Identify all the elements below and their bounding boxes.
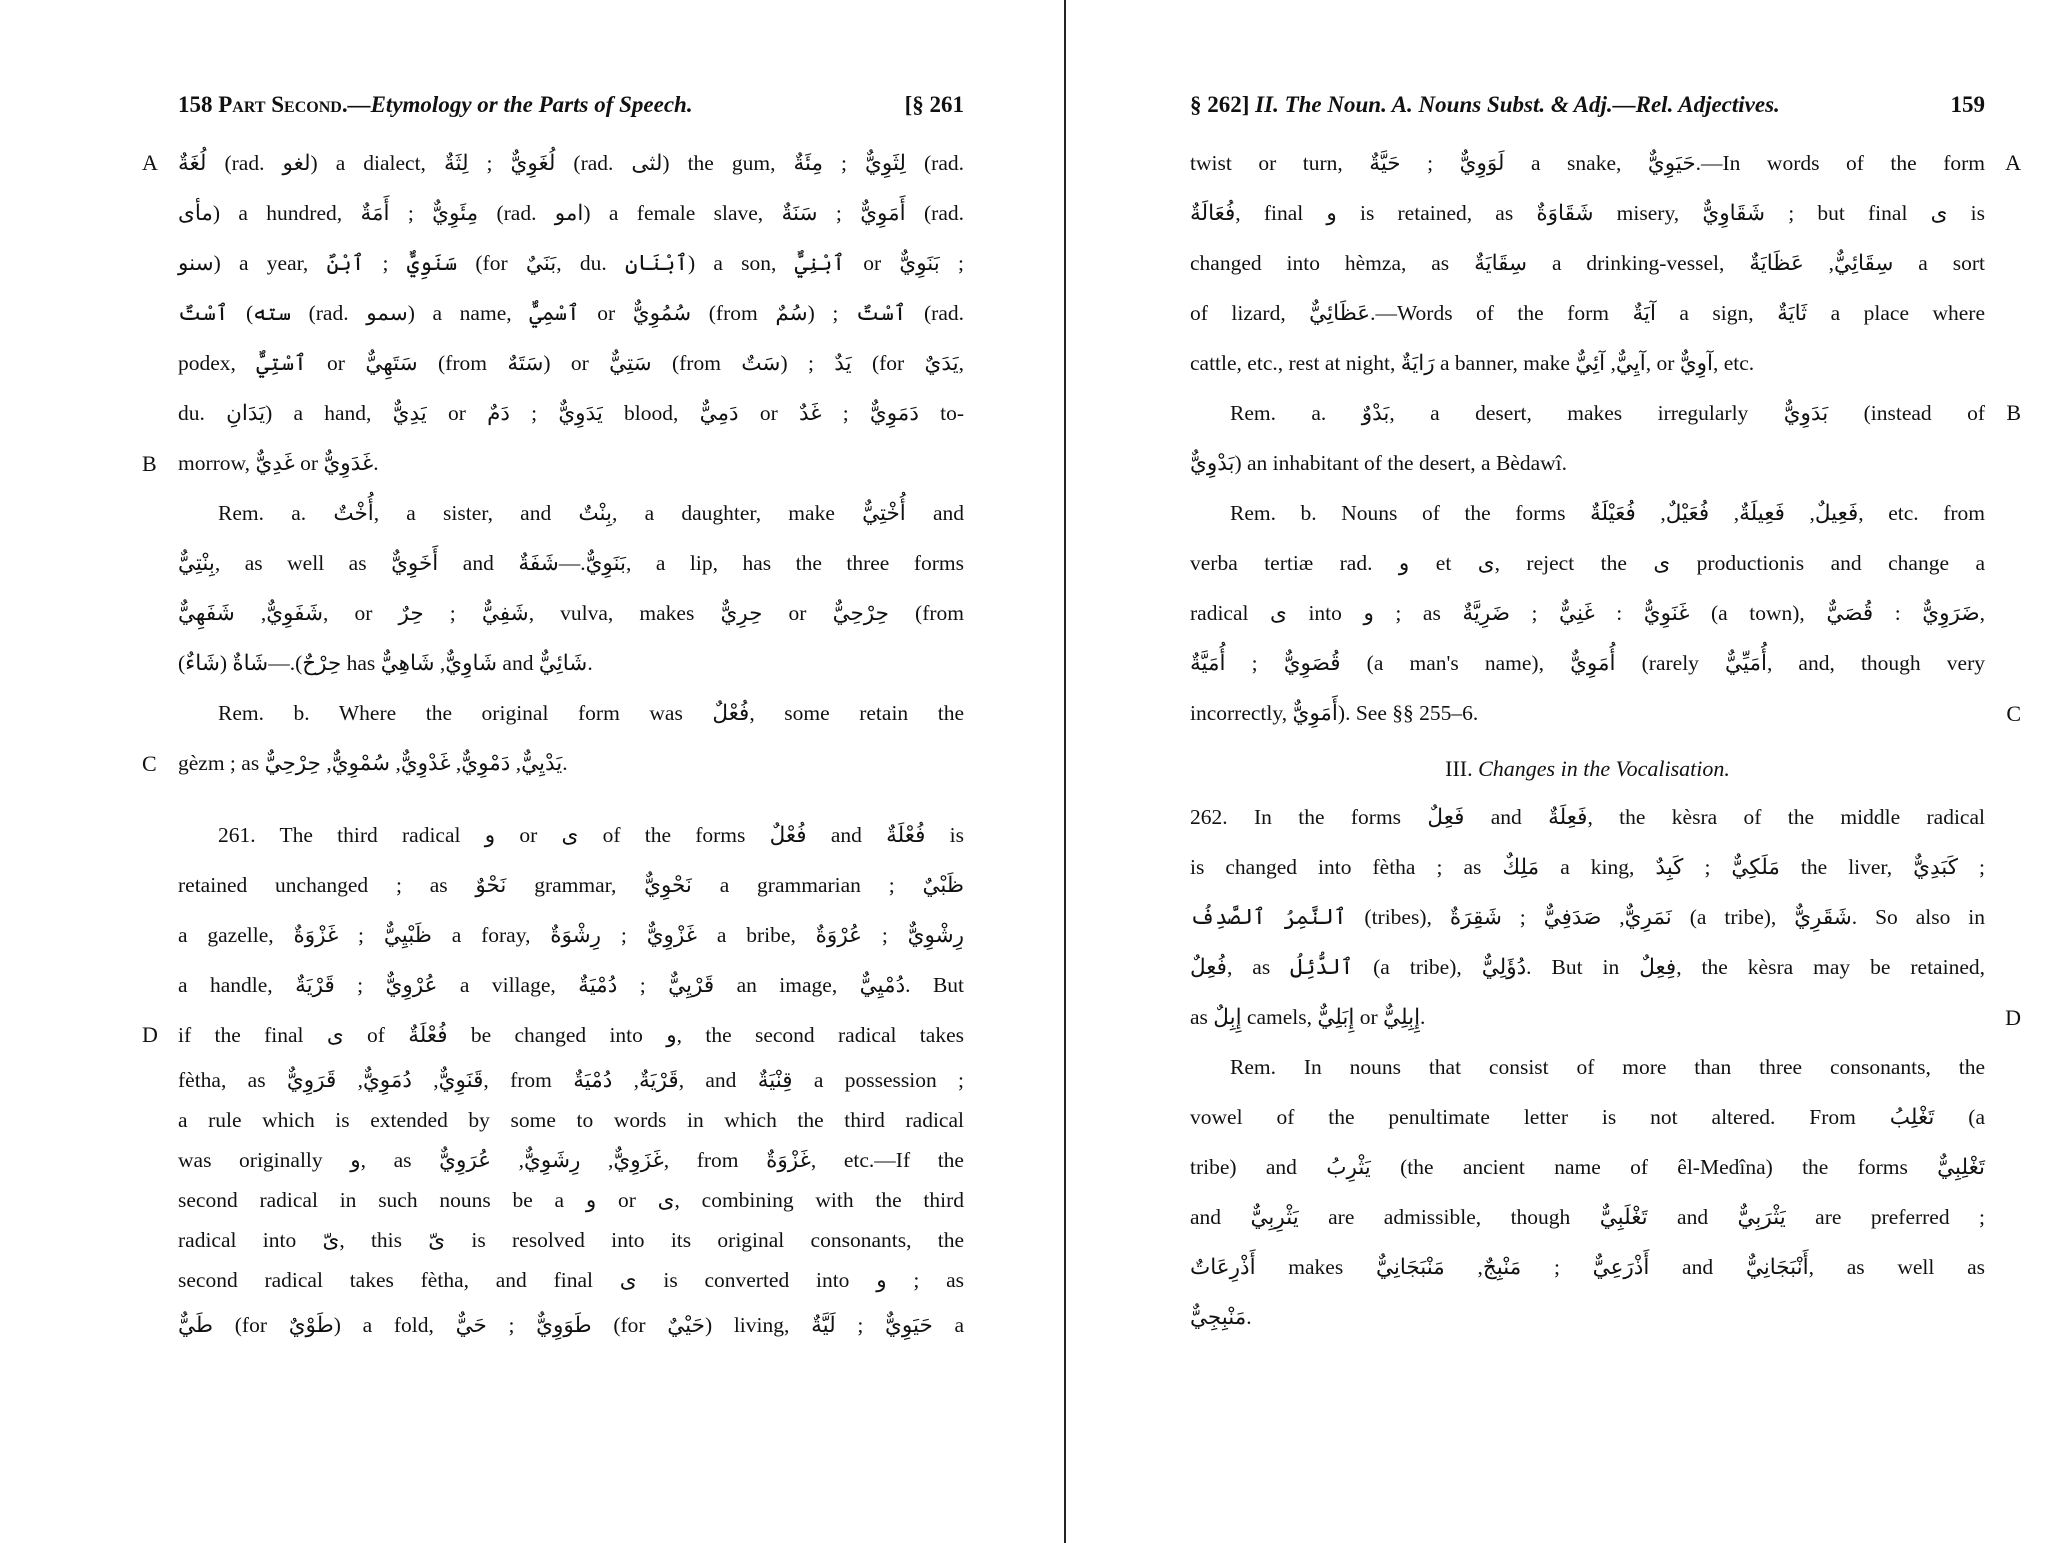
right-line [1190, 438, 1985, 488]
right-line [1190, 892, 1985, 942]
left-line [178, 1300, 964, 1350]
right-header-title: II. The Noun. A. Nouns Subst. & Adj.—Rel. Adjectives. [1255, 92, 1780, 117]
right-page-number: 159 [1950, 92, 1985, 117]
right-line [1190, 488, 1985, 538]
right-line [1190, 238, 1985, 288]
line-text: مَنْبِجِيٌّ. [1190, 1304, 1252, 1329]
line-text: Rem. a. أُخْتٌ, a sister, and بِنْتٌ, a daughter, make أُخْتِيٌّ and [218, 501, 965, 525]
line-text: second radical takes fètha, and final ى is converted into و ; as [178, 1268, 964, 1292]
line-text: حِرْحٌ).—شَاةٌ (شَاءٌ) has شَاوِيٌّ, شَاهِيٌّ and شَائِيٌّ. [178, 650, 593, 675]
line-text: بَدْوِيٌّ) an inhabitant of the desert, a Bèdawî. [1190, 450, 1568, 475]
right-header-section: § 262] [1190, 92, 1250, 117]
margin-letter-b: B [142, 450, 157, 476]
line-text: was originally و, as غَزَوِيٌّ, رِشَوِيٌّ, عُرَوِيٌّ, from غَزْوَةٌ, etc.—If the [178, 1148, 964, 1172]
line-text: طَيٌّ (for طَوْيٌ) a fold, طَوَوِيٌّ ; حَيٌّ (for حَيْيٌ) living, حَيَوِيٌّ ; لَيَّةٌ a [178, 1313, 964, 1337]
right-line [1190, 942, 1985, 992]
line-text: سنو) a year, سَنَوِيٌّ ; ٱبْنٌ (for بَنَيٌ, du. ٱبْنَانِ) a son, ٱبْنِيٌّ or بَنَوِيٌّ ; [178, 251, 964, 275]
left-line [178, 188, 964, 238]
left-line [178, 910, 964, 960]
line-text: أَذْرِعَاتٌ makes أَذْرَعِيٌّ ; مَنْبِجٌ, مَنْبَجَانِيٌّ and أَنْبَجَانِيٌّ, as well as [1190, 1255, 1985, 1279]
line-text: is changed into fètha ; as مَلِكٌ a king, مَلَكِيٌّ ; كَبِدٌ the liver, كَبَدِيٌّ ; [1190, 855, 1985, 879]
line-text: 261. The third radical و or ى of the forms فُعْلٌ and فُعْلَةٌ is [218, 823, 964, 847]
left-line [178, 588, 964, 638]
left-line [178, 1140, 964, 1180]
line-text: vowel of the penultimate letter is not altered. From تَغْلِبُ (a [1190, 1105, 1985, 1129]
line-text: if the final ى of فُعْلَةٌ be changed into و, the second radical takes [178, 1023, 964, 1047]
line-text: a handle, عُرْوِيٌّ ; قَرْيَةٌ a village, قَرْيِيٌّ ; دُمْيَةٌ an image, دُمْيِيٌّ. But [178, 973, 965, 997]
left-line [142, 1010, 964, 1060]
left-line [142, 738, 964, 788]
line-text: سته) ٱسْتٌ (rad. سمو) a name, ٱسْمِيٌّ or سُمُوِيٌّ (from سُمٌ) ; ٱسْتٌ (rad. [178, 301, 965, 325]
left-line [178, 338, 964, 388]
left-page-number: 158 [178, 92, 213, 117]
line-text: Rem. b. Where the original form was فُعْلٌ, some retain the [218, 701, 965, 725]
right-line [1190, 1092, 1985, 1142]
right-line [1190, 1292, 1985, 1342]
line-text: morrow, غَدِيٌّ or غَدَوِيٌّ. [178, 450, 379, 475]
line-text: tribe) and يَثْرِبُ (the ancient name of êl-Medîna) the forms تَغْلِبِيٌّ [1190, 1155, 1986, 1179]
margin-letter-a: A [142, 150, 158, 175]
margin-letter-d: D [2005, 1004, 2021, 1030]
right-line [1190, 992, 2021, 1042]
right-line [1190, 1242, 1985, 1292]
left-line [178, 810, 964, 860]
line-text: du. يَدَانِ) a hand, يَدِيٌّ or يَدَوِيٌّ ; دَمٌ blood, دَمِيٌّ or دَمَوِيٌّ ; غَدٌ to- [178, 401, 964, 425]
left-line [178, 960, 964, 1010]
line-text: of lizard, عَظَائِيٌّ.—Words of the form آيَةٌ a sign, ثَايَةٌ a place where [1190, 301, 1985, 325]
line-text: فُعِلٌ, as ٱلدُّئِلُ (a tribe), دُؤَلِيٌّ. But in فِعِلٌ, the kèsra may be retained, [1190, 955, 1985, 979]
margin-letter-c: C [142, 750, 157, 776]
right-line [1190, 1042, 1985, 1092]
right-line [1190, 388, 2021, 438]
left-line [178, 1060, 964, 1100]
left-line [178, 538, 964, 588]
left-line [178, 1180, 964, 1220]
line-text: incorrectly, أَمَوِيٌّ). See §§ 255–6. [1190, 700, 1479, 725]
line-text: podex, ٱسْتِيٌّ or سَتَهِيٌّ (from سَتَهٌ) or سَتِيٌّ (from سَتٌ) ; يَدٌ (for يَدَيٌ, [178, 351, 965, 375]
right-line [1190, 588, 1985, 638]
left-line [142, 138, 964, 188]
line-text: a rule which is extended by some to words in which the third radical [178, 1108, 964, 1132]
left-running-head [178, 92, 964, 118]
right-line [1190, 1192, 1985, 1242]
left-line [178, 238, 964, 288]
right-line [1190, 138, 2021, 188]
left-line [178, 488, 964, 538]
line-text: cattle, etc., rest at night, رَايَةٌ a banner, make آيِيٌّ, آئِيٌّ, or آوِيٌّ, etc. [1190, 350, 1755, 375]
margin-letter-c: C [2006, 700, 2021, 726]
right-line [1190, 688, 2021, 738]
margin-letter-b: B [2006, 400, 2021, 425]
left-line [178, 1100, 964, 1140]
right-line [1190, 288, 1985, 338]
left-page [142, 92, 965, 1350]
line-text: second radical in such nouns be a و or ى, combining with the third [178, 1188, 964, 1212]
line-text: as إِبِلٌ camels, إِبَلِيٌّ or إِبِلِيٌّ. [1190, 1004, 1426, 1029]
section-title: Changes in the Vocalisation. [1478, 756, 1730, 781]
right-line [1190, 638, 1985, 688]
line-text: gèzm ; as يَدْيِيٌّ, دَمْوِيٌّ, غَدْوِيٌّ, سُمْوِيٌّ, حِرْحِيٌّ. [178, 750, 568, 775]
line-text: retained unchanged ; as نَحْوٌ grammar, نَحْوِيٌّ a grammarian ; ظَبْيٌ [178, 873, 964, 897]
line-text: بِنْتِيٌّ, as well as أَخَوِيٌّ and بَنَوِيٌّ.—شَفَةٌ, a lip, has the three forms [178, 551, 965, 575]
line-text: verba tertiæ rad. و et ى, reject the ى productionis and change a [1190, 551, 1985, 575]
line-text: لُغَةٌ (rad. لغو) a dialect, لُغَوِيٌّ ; لِثَةٌ (rad. لثى) the gum, لِثَوِيٌّ ; مِئَةٌ (rad. [178, 151, 964, 175]
left-part-label: Part Second. [218, 92, 348, 117]
line-text: radical into ىّ, this ىّ is resolved into its original consonants, the [178, 1228, 964, 1252]
left-header-title: —Etymology or the Parts of Speech. [347, 92, 693, 117]
line-text: شَفَوِيٌّ, شَفَهِيٌّ, or شَفِيٌّ ; حِرٌ, vulva, makes حِرِيٌّ or حِرْحِيٌّ (from [178, 601, 964, 625]
section-heading [1190, 756, 1985, 782]
right-page [1190, 92, 2021, 1342]
left-line [178, 388, 964, 438]
line-text: فُعَالَةٌ, final و is retained, as شَقَاوَةٌ misery, شَقَاوِيٌّ ; but final ى is [1190, 201, 1985, 225]
right-line [1190, 338, 1985, 388]
line-text: ٱلنَّمِرُ ٱلصَّدِفُ (tribes), نَمَرِيٌّ, صَدَفِيٌّ ; شَقِرَةٌ (a tribe), شَقَرِيٌّ. So also in [1190, 905, 1985, 929]
line-text: changed into hèmza, as سِقَايَةٌ a drinking-vessel, سِقَائِيٌّ, عَظَايَةٌ a sort [1190, 251, 1986, 275]
right-line [1190, 842, 1985, 892]
line-text: twist or turn, لَوَوِيٌّ ; حَيَّةٌ a snake, حَيَوِيٌّ.—In words of the form [1190, 151, 1985, 175]
line-text: Rem. a. بَدْوٌ, a desert, makes irregularly بَدَوِيٌّ (instead of [1230, 401, 1985, 425]
line-text: Rem. b. Nouns of the forms فَعِيلٌ, فَعِيلَةٌ, فُعَيْلٌ, فُعَيْلَةٌ, etc. from [1230, 501, 1986, 525]
line-text: قُصَوِيٌّ ; أُمَيَّةٌ (a man's name), أُمَوِيٌّ (rarely أُمَيِّيٌّ, and, though very [1190, 651, 1985, 675]
margin-letter-d: D [142, 1022, 158, 1047]
right-line [1190, 792, 1985, 842]
right-running-head [1190, 92, 1985, 118]
line-text: 262. In the forms فَعِلٌ and فَعِلَةٌ, the kèsra of the middle radical [1190, 805, 1985, 829]
section-number: III. [1445, 756, 1473, 781]
right-line [1190, 188, 1985, 238]
line-text: a gazelle, ظَبْيِيٌّ ; غَزْوَةٌ a foray, غَزْوِيٌّ ; رِشْوَةٌ a bribe, رِشْوِيٌّ ; عُرْوَةٌ [178, 923, 964, 947]
left-line [178, 1260, 964, 1300]
left-line [178, 1220, 964, 1260]
left-line [178, 638, 964, 688]
paragraph-gap [178, 788, 964, 810]
line-text: fètha, as قَنَوِيٌّ, دُمَوِيٌّ, قَرَوِيٌّ, from قَرْيَةٌ, دُمْيَةٌ, and قِنْيَةٌ a possession ; [178, 1068, 965, 1092]
page-gutter [1064, 0, 1066, 1543]
left-line [178, 860, 964, 910]
left-line [178, 288, 964, 338]
right-line [1190, 538, 1985, 588]
left-line [142, 438, 964, 488]
right-line [1190, 1142, 1985, 1192]
left-header-section: [§ 261 [904, 92, 964, 117]
line-text: مأى) a hundred, مِئَوِيٌّ ; أَمَةٌ (rad. امو) a female slave, أَمَوِيٌّ ; سَنَةٌ (rad. [178, 201, 964, 225]
line-text: and يَثْرِبِيٌّ are admissible, though تَغْلَبِيٌّ and يَثْرَبِيٌّ are preferred ; [1190, 1205, 1985, 1229]
left-line [178, 688, 964, 738]
margin-letter-a: A [2005, 150, 2021, 175]
line-text: Rem. In nouns that consist of more than three consonants, the [1230, 1055, 1985, 1079]
line-text: radical ى into و ; as غَنَوِيٌّ : غَنِيٌّ ; ضَرِيَّةٌ (a town), ضَرَوِيٌّ : قُصَيٌّ, [1190, 601, 1985, 625]
